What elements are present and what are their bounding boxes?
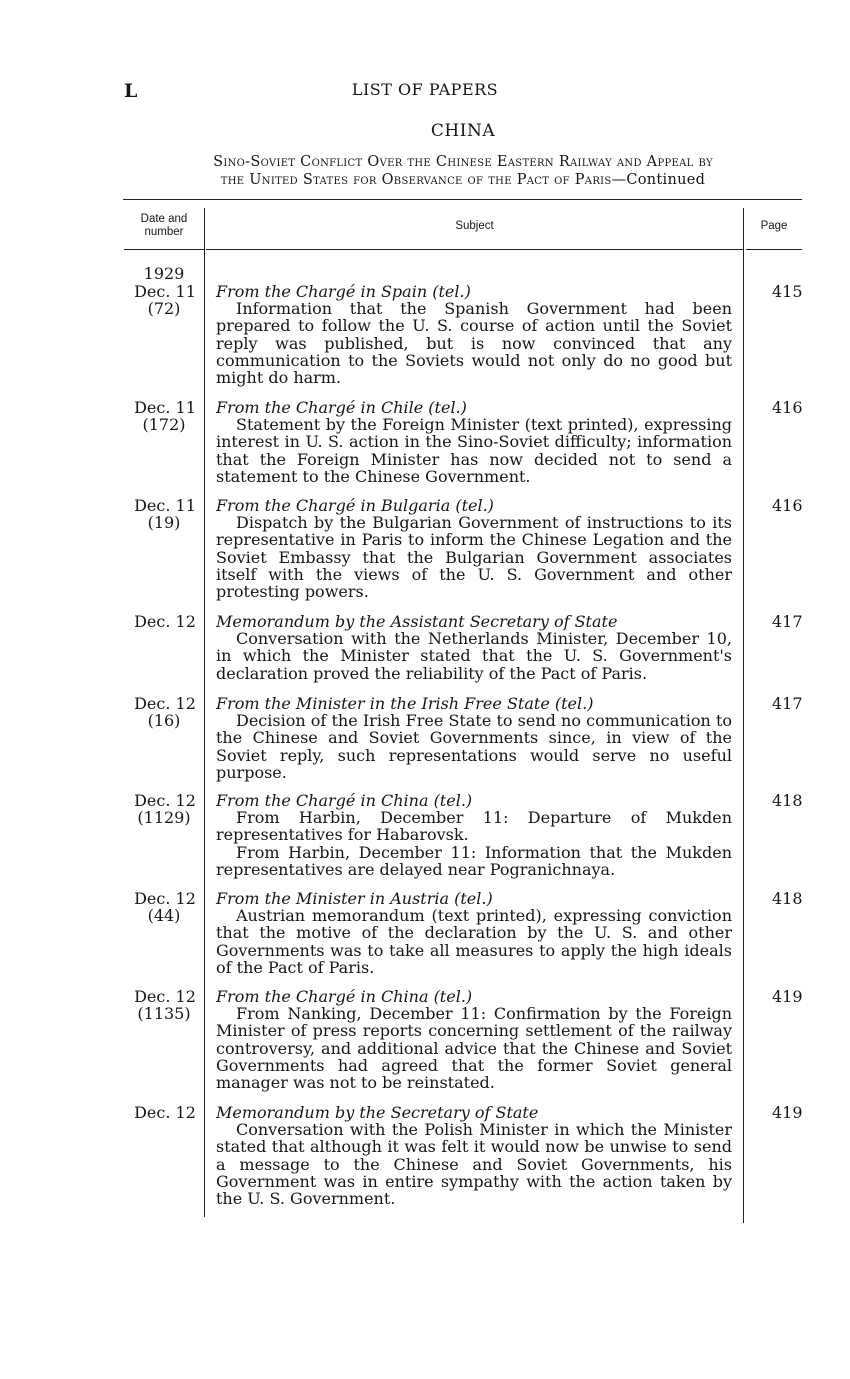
entry-number: (72) [147,299,181,318]
country-heading: CHINA [430,121,496,141]
entry-subject [216,283,732,386]
entry-date [124,890,204,924]
column-header-page: Page [760,220,788,232]
entry-subject [216,890,732,976]
entry-summary: Conversation with the Polish Minister in which the Minister stated that although it was felt it would now be unwise to send a message to the Chinese and Soviet Governments, his Government was in entire sympathy with the action taken by the U. S. Government. [216,1120,732,1209]
running-head: LIST OF PAPERS [351,80,499,99]
entry-date-text: Dec. 12 [134,889,196,908]
entry-number: (1135) [137,1004,191,1023]
entry-title: Memorandum by the Secretary of State [216,1103,539,1122]
entry-date [124,283,204,317]
entry-title: From the Minister in Austria (tel.) [216,889,493,908]
entry-date-text: Dec. 11 [134,282,196,301]
entry-date-text: Dec. 12 [134,791,196,810]
entry-page: 417 [772,694,803,713]
column-divider-left [204,208,205,1217]
entry-title: From the Chargé in China (tel.) [216,987,473,1006]
section-title-suffix: —Continued [611,172,706,188]
header-rule-subject [206,249,743,250]
entry-number: (44) [147,906,181,925]
entry-summary: Austrian memorandum (text printed), expressing conviction that the motive of the declaration by the U. S. and other Governments was to take all measures to apply the high ideals of the Pact of Paris. [216,906,732,977]
entry-summary: From Nanking, December 11: Confirmation by the Foreign Minister of press reports concerning settlement of the railway controversy, and additional advice that the Chinese and Soviet Governments had agreed that the former Soviet general manager was not to be reinstated. [216,1004,732,1093]
entry-subject [216,988,732,1091]
entry-title: From the Chargé in Spain (tel.) [216,282,471,301]
entry-subject [216,792,732,878]
entry-subject [216,695,732,781]
table-top-rule [123,199,802,200]
entry-date [124,1104,204,1121]
entry-page: 418 [772,791,803,810]
column-header-date: Date and number [140,213,188,238]
entry-subject [216,497,732,600]
column-header-subject: Subject [455,220,494,232]
entry-page: 416 [772,398,803,417]
entry-date [124,792,204,826]
entry-number: (19) [147,513,181,532]
entry-summary: Conversation with the Netherlands Minister, December 10, in which the Minister stated that the U. S. Government's declaration proved the reliability of the Pact of Paris. [216,629,732,683]
entry-page: 417 [772,612,803,631]
entry-date [124,497,204,531]
column-divider-right [743,208,744,1223]
section-title-line1: Sino-Soviet Conflict Over the Chinese Eastern Railway and Appeal by [213,154,713,170]
entry-title: Memorandum by the Assistant Secretary of State [216,612,618,631]
entry-summary: Dispatch by the Bulgarian Government of instructions to its representative in Paris to inform the Chinese Legation and the Soviet Embassy that the Bulgarian Government associates itself with the views of the U. S. Government and other protesting powers. [216,513,732,602]
entry-date [124,399,204,433]
entry-date-text: Dec. 12 [134,612,196,631]
entry-date [124,988,204,1022]
entry-date-text: Dec. 12 [134,1103,196,1122]
entry-title: From the Chargé in Bulgaria (tel.) [216,496,494,515]
section-title-line2 [122,171,804,189]
entry-page: 419 [772,1103,803,1122]
entry-date-text: Dec. 12 [134,987,196,1006]
entry-date-text: Dec. 12 [134,694,196,713]
entry-page: 416 [772,496,803,515]
entry-date-text: Dec. 11 [134,496,196,515]
entry-subject [216,613,732,682]
entry-number: (172) [142,415,186,434]
entry-page: 419 [772,987,803,1006]
entry-date [124,613,204,630]
entry-page: 418 [772,889,803,908]
entry-page: 415 [772,282,803,301]
section-title [122,153,804,189]
year-label: 1929 [143,264,185,283]
entry-summary: From Harbin, December 11: Departure of Mukden representatives for Habarovsk. [216,808,732,845]
entry-summary: Information that the Spanish Government had been prepared to follow the U. S. course of action until the Soviet reply was published, but is now convinced that any communication to the Soviets would not only do no good but might do harm. [216,299,732,388]
header-rule-date [124,249,204,250]
entry-title: From the Minister in the Irish Free State (tel.) [216,694,594,713]
page-number: L [124,80,138,102]
section-title-line2-text: the United States for Observance of the Pact of Paris [220,172,612,188]
entry-summary: From Harbin, December 11: Information that the Mukden representatives are delayed near Pogranichnaya. [216,842,732,879]
entry-date [124,695,204,729]
entry-number: (16) [147,711,181,730]
entry-subject [216,399,732,485]
entry-subject [216,1104,732,1207]
entry-title: From the Chargé in Chile (tel.) [216,398,467,417]
header-rule-page [746,249,802,250]
entry-number: (1129) [137,808,191,827]
entry-title: From the Chargé in China (tel.) [216,791,473,810]
entry-summary: Statement by the Foreign Minister (text printed), expressing interest in U. S. action in the Sino-Soviet difficulty; information that the Foreign Minister has now decided not to send a statement to the Chinese Government. [216,415,732,486]
entry-summary: Decision of the Irish Free State to send no communication to the Chinese and Soviet Governments since, in view of the Soviet reply, such representations would serve no useful purpose. [216,711,732,782]
entry-date-text: Dec. 11 [134,398,196,417]
